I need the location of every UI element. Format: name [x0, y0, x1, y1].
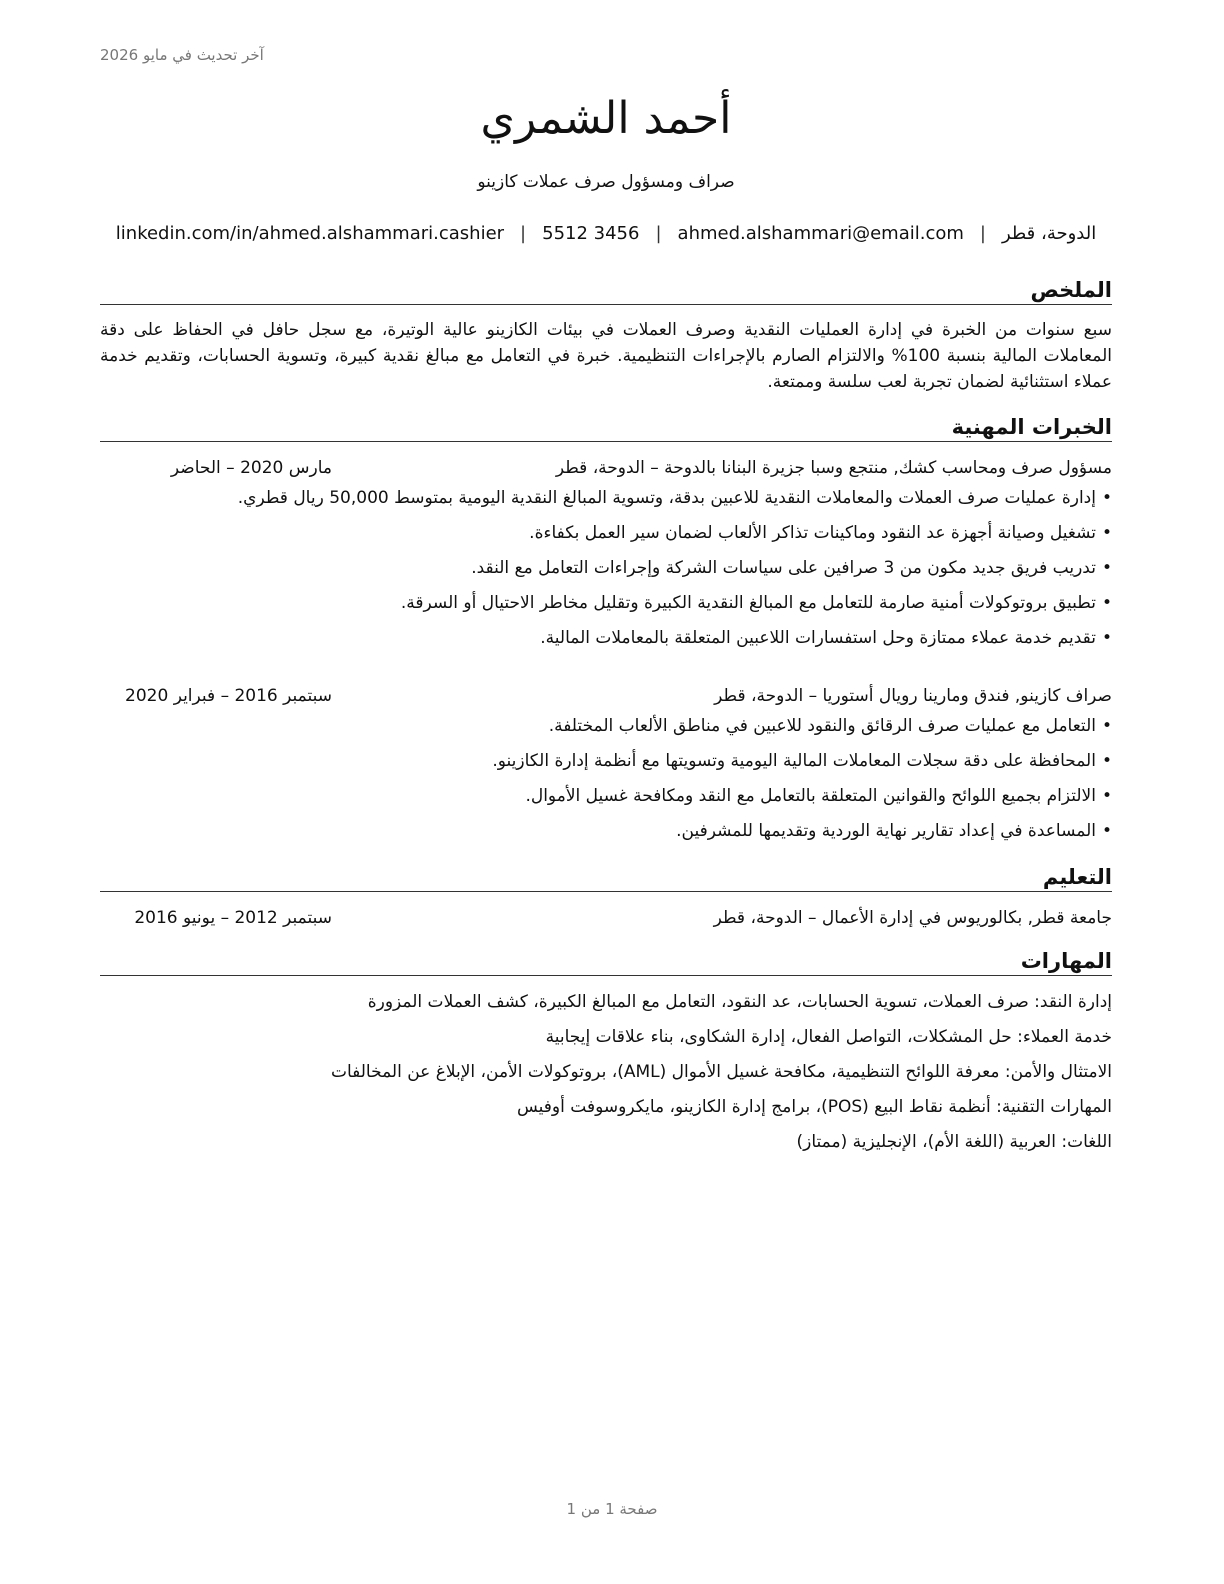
summary-text: سبع سنوات من الخبرة في إدارة العمليات النقدية وصرف العملات في بيئات الكازينو عالية الوتيرة، مع سجل حافل في الحفاظ على دقة المعاملات المالية بنسبة 100% والالتزام الصارم بالإجراءات التنظيمية. خبرة في التعامل مع مبالغ نقدية كبيرة، وتسوية الحسابات، وتقديم خدمة عملاء استثنائية لضمان تجربة لعب سلسة وممتعة. — [100, 320, 1112, 392]
bullet-icon: • — [1101, 558, 1112, 578]
job-entry — [100, 683, 1112, 849]
bullet-icon: • — [1101, 821, 1112, 841]
bullet-text: المساعدة في إعداد تقارير نهاية الوردية وتقديمها للمشرفين. — [676, 821, 1096, 841]
summary-heading: الملخص — [100, 276, 1112, 305]
contact-separator: | — [979, 223, 986, 244]
bullet-icon: • — [1101, 593, 1112, 613]
education-heading: التعليم — [100, 863, 1112, 892]
candidate-title: صراف ومسؤول صرف عملات كازينو — [477, 172, 735, 192]
job-role: مسؤول صرف ومحاسب كشك, منتجع وسبا جزيرة البنانا بالدوحة – الدوحة، قطر — [555, 458, 1112, 478]
page-number: صفحة 1 من 1 — [566, 1500, 658, 1518]
list-item — [100, 551, 1112, 586]
job-dates: سبتمبر 2016 – فبراير 2020 — [125, 686, 332, 706]
bullet-icon: • — [1101, 786, 1112, 806]
skills-heading: المهارات — [100, 947, 1112, 976]
bullet-text: تشغيل وصيانة أجهزة عد النقود وماكينات تذاكر الألعاب لضمان سير العمل بكفاءة. — [529, 523, 1096, 543]
contact-line — [100, 222, 1112, 246]
contact-location: الدوحة، قطر — [1001, 223, 1097, 244]
contact-phone[interactable]: 5512 3456 — [542, 223, 640, 244]
bullet-text: تطبيق بروتوكولات أمنية صارمة للتعامل مع المبالغ النقدية الكبيرة وتقليل مخاطر الاحتيال أو السرقة. — [400, 593, 1096, 613]
bullet-icon: • — [1101, 523, 1112, 543]
bullet-text: المحافظة على دقة سجلات المعاملات المالية اليومية وتسويتها مع أنظمة إدارة الكازينو. — [492, 751, 1096, 771]
list-item — [100, 744, 1112, 779]
skill-line: المهارات التقنية: أنظمة نقاط البيع (POS)، برامج إدارة الكازينو، مايكروسوفت أوفيس — [517, 1097, 1112, 1117]
contact-separator: | — [520, 223, 527, 244]
skill-line: خدمة العملاء: حل المشكلات، التواصل الفعال، إدارة الشكاوى، بناء علاقات إيجابية — [545, 1027, 1112, 1047]
list-item — [100, 814, 1112, 849]
bullet-text: التعامل مع عمليات صرف الرقائق والنقود للاعبين في مناطق الألعاب المختلفة. — [548, 716, 1096, 736]
bullet-text: الالتزام بجميع اللوائح والقوانين المتعلقة بالتعامل مع النقد ومكافحة غسيل الأموال. — [525, 786, 1096, 806]
resume-page — [100, 80, 1112, 1160]
bullet-text: إدارة عمليات صرف العملات والمعاملات النقدية للاعبين بدقة، وتسوية المبالغ النقدية اليومية بمتوسط 50,000 ريال قطري. — [237, 488, 1096, 508]
job-dates: مارس 2020 – الحاضر — [170, 458, 332, 478]
job-role: صراف كازينو, فندق ومارينا رويال أستوريا – الدوحة، قطر — [714, 686, 1112, 706]
job-entry — [100, 455, 1112, 656]
job-bullets — [100, 481, 1112, 656]
list-item — [100, 586, 1112, 621]
contact-email[interactable]: ahmed.alshammari@email.com — [677, 223, 964, 244]
bullet-icon: • — [1101, 488, 1112, 508]
list-item — [100, 709, 1112, 744]
education-entry — [100, 905, 1112, 931]
bullet-icon: • — [1101, 751, 1112, 771]
last-updated-note: آخر تحديث في مايو 2026 — [100, 46, 264, 64]
experience-heading: الخبرات المهنية — [100, 413, 1112, 442]
skills-list — [100, 985, 1112, 1160]
education-degree: جامعة قطر, بكالوريوس في إدارة الأعمال – الدوحة، قطر — [713, 908, 1112, 928]
list-item — [100, 481, 1112, 516]
skill-line: إدارة النقد: صرف العملات، تسوية الحسابات، عد النقود، التعامل مع المبالغ الكبيرة، كشف العملات المزورة — [367, 992, 1112, 1012]
skill-line: اللغات: العربية (اللغة الأم)، الإنجليزية (ممتاز) — [796, 1132, 1112, 1152]
job-bullets — [100, 709, 1112, 849]
bullet-icon: • — [1101, 716, 1112, 736]
bullet-icon: • — [1101, 628, 1112, 648]
bullet-text: تقديم خدمة عملاء ممتازة وحل استفسارات اللاعبين المتعلقة بالمعاملات المالية. — [540, 628, 1096, 648]
job-header — [100, 455, 1112, 481]
bullet-text: تدريب فريق جديد مكون من 3 صرافين على سياسات الشركة وإجراءات التعامل مع النقد. — [471, 558, 1096, 578]
candidate-name: أحمد الشمري — [480, 93, 732, 144]
skill-line: الامتثال والأمن: معرفة اللوائح التنظيمية، مكافحة غسيل الأموال (AML)، بروتوكولات الأمن، الإبلاغ عن المخالفات — [330, 1062, 1112, 1082]
list-item — [100, 621, 1112, 656]
job-header — [100, 683, 1112, 709]
education-dates: سبتمبر 2012 – يونيو 2016 — [134, 908, 332, 928]
contact-linkedin[interactable]: linkedin.com/in/ahmed.alshammari.cashier — [115, 223, 505, 244]
list-item — [100, 516, 1112, 551]
contact-separator: | — [655, 223, 662, 244]
list-item — [100, 779, 1112, 814]
